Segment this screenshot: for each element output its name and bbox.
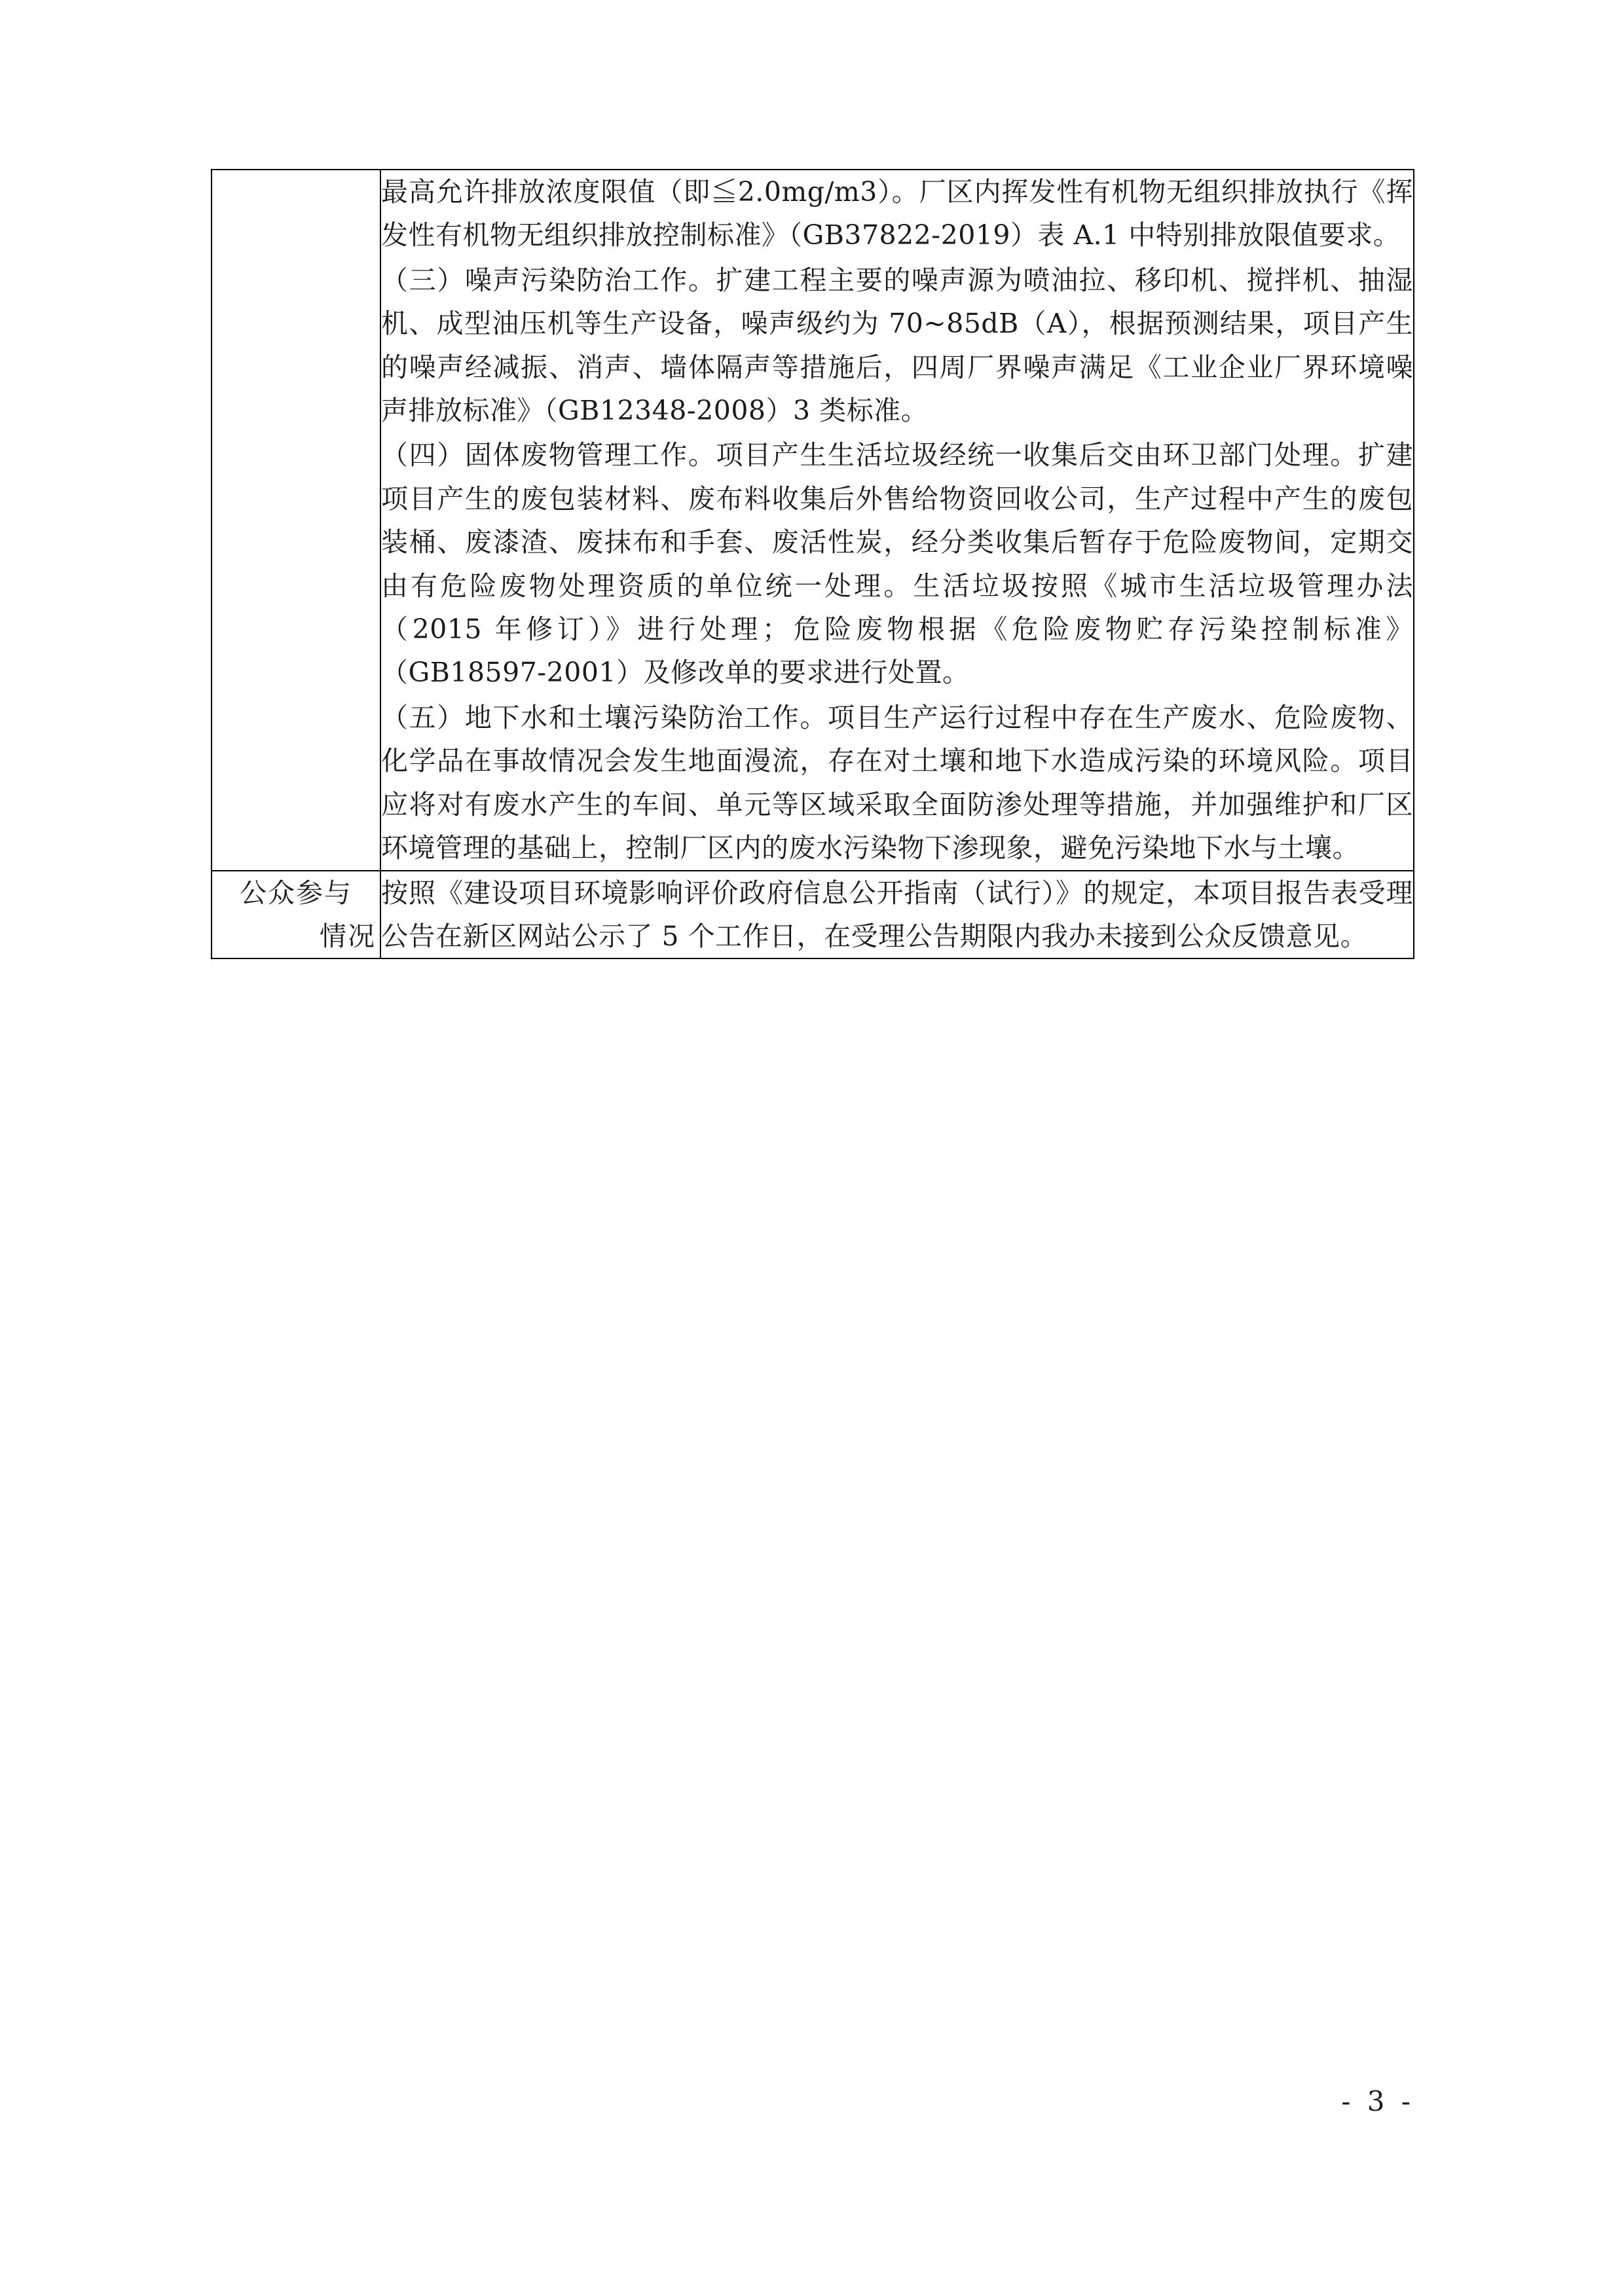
row-body-cell-public-participation [380, 871, 1414, 959]
paragraph-public-participation: 按照《建设项目环境影响评价政府信息公开指南（试行）》的规定，本项目报告表受理公告在新区网站公示了 5 个工作日，在受理公告期限内我办未接到公众反馈意见。 [381, 877, 1413, 952]
paragraph-air-emission: 最高允许排放浓度限值（即≦2.0mg/m3）。厂区内挥发性有机物无组织排放执行《挥发性有机物无组织排放控制标准》（GB37822-2019）表 A.1 中特别排放限值要求。 [381, 176, 1413, 251]
label-public-participation-line2: 情况 [320, 920, 376, 952]
label-public-participation-line1: 公众参与 [240, 877, 352, 909]
approval-content-table [211, 169, 1414, 959]
row-label-cell-empty [212, 170, 380, 871]
paragraph-noise: （三）噪声污染防治工作。扩建工程主要的噪声源为喷油拉、移印机、搅拌机、抽湿机、成型油压机等生产设备，噪声级约为 70~85dB（A），根据预测结果，项目产生的噪声经减振、消声、墙体隔声等措施后，四周厂界噪声满足《工业企业厂界环境噪声排放标准》（GB12348-2008）3 类标准。 [381, 264, 1413, 427]
table-row [212, 170, 1414, 871]
page-number: - 3 - [1341, 2085, 1414, 2117]
row-body-cell-measures [380, 170, 1414, 871]
table-row [212, 871, 1414, 959]
paragraph-groundwater-soil: （五）地下水和土壤污染防治工作。项目生产运行过程中存在生产废水、危险废物、化学品在事故情况会发生地面漫流，存在对土壤和地下水造成污染的环境风险。项目应将对有废水产生的车间、单元等区域采取全面防渗处理等措施，并加强维护和厂区环境管理的基础上，控制厂区内的废水污染物下渗现象，避免污染地下水与土壤。 [381, 701, 1413, 864]
row-label-cell-public-participation [212, 871, 380, 959]
paragraph-solid-waste: （四）固体废物管理工作。项目产生生活垃圾经统一收集后交由环卫部门处理。扩建项目产生的废包装材料、废布料收集后外售给物资回收公司，生产过程中产生的废包装桶、废漆渣、废抹布和手套、废活性炭，经分类收集后暂存于危险废物间，定期交由有危险废物处理资质的单位统一处理。生活垃圾按照《城市生活垃圾管理办法（2015 年修订）》进行处理；危险废物根据《危险废物贮存污染控制标准》（GB18597-2001）及修改单的要求进行处置。 [381, 439, 1413, 689]
